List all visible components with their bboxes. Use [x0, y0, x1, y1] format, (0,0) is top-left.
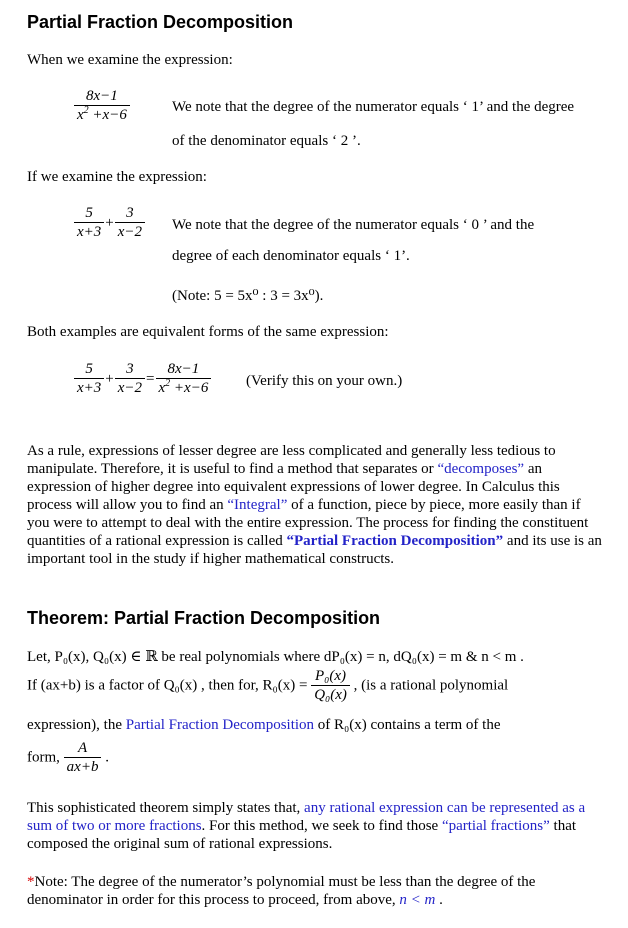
- theorem-line-3: expression), the Partial Fraction Decomposition of R₀(x) contains a term of the: [27, 717, 501, 733]
- expression-1: [74, 88, 130, 124]
- fraction-5-over-x-plus-3: $\frac{5}{x+3}$: [74, 361, 104, 397]
- fraction-p0-over-q0: $\frac{\text{P₀(x)}}{\text{Q₀(x)}}$: [311, 668, 350, 704]
- page-title: Partial Fraction Decomposition: [27, 12, 294, 32]
- fraction-5-over-x-plus-3: $\frac{5}{x+3}$: [74, 205, 104, 241]
- theorem-title: Theorem: Partial Fraction Decomposition: [27, 608, 381, 628]
- ex2-degree-text-2: degree of each denominator equals ‘ 1’.: [172, 248, 410, 264]
- fraction-3-over-x-minus-2: $\frac{3}{x-2}$: [115, 205, 145, 241]
- ex2-note: (Note: 5 = 5x⁰ : 3 = 3x⁰).: [172, 288, 324, 304]
- explanation-paragraph: As a rule, expressions of lesser degree are less complicated and generally less tedious to manipulate. Therefore, it is useful to find a method that separates or “decomposes” an expression of higher degree into equivalent expressions of lower degree. In Calculus this process will allow you to find an “Integral” of a function, piece by piece, more easily than if you were to attempt to deal with the entire expression. The process for finding the constituent quantities of a rational expression is called “Partial Fraction Decomposition” and its use is an important tool in the study if higher mathematical constructs.: [27, 443, 602, 567]
- theorem-line-2: If (ax+b) is a factor of Q₀(x) , then for, R₀(x) = $\frac{\text{P₀(x)}}{\text{Q₀(x)}}$ , (is a rational polynomial: [27, 668, 509, 703]
- pfd-link-term: Partial Fraction Decomposition: [125, 717, 315, 733]
- theorem-line-4: form, $\frac{A}{ax+b}$ .: [27, 740, 109, 775]
- ex1-degree-text-2: of the denominator equals ‘ 2 ’.: [172, 133, 361, 149]
- expression-2: $\frac{5}{x+3}$ + $\frac{3}{x-2}$: [74, 205, 145, 241]
- partial-fraction-decomposition-term: “Partial Fraction Decomposition”: [286, 533, 504, 549]
- fraction-8x-1-over-quadratic: $\frac{8x-1}{x^2 +x-6}$: [156, 361, 212, 397]
- intro-text-3: Both examples are equivalent forms of the same expression:: [27, 324, 389, 340]
- expression-3: $\frac{5}{x+3}$ + $\frac{3}{x-2}$ = $\frac{8x-1}{x^2 +x-6}$: [74, 361, 211, 397]
- fraction-8x-1-over-quadratic: $\frac{8x-1}{x^2 +x-6}$: [74, 88, 130, 124]
- note-asterisk: *: [27, 874, 35, 890]
- ex1-degree-text-1: We note that the degree of the numerator equals ‘ 1’ and the degree: [172, 99, 575, 115]
- rational-sum-statement: any rational expression can be represented as a sum of two or more fractions: [27, 800, 586, 834]
- fraction-3-over-x-minus-2: $\frac{3}{x-2}$: [115, 361, 145, 397]
- intro-text-2: If we examine the expression:: [27, 169, 207, 185]
- decomposes-term: “decomposes”: [437, 461, 525, 477]
- degree-note: *Note: The degree of the numerator’s polynomial must be less than the degree of the denominator in order for this process to proceed, from above, n < m .: [27, 874, 536, 908]
- theorem-line-1: Let, P₀(x), Q₀(x) ∈ ℝ be real polynomials where dP₀(x) = n, dQ₀(x) = m & n < m .: [27, 649, 524, 665]
- n-less-than-m: n < m: [399, 892, 436, 908]
- integral-term: “Integral”: [227, 497, 288, 513]
- theorem-explanation-paragraph: This sophisticated theorem simply states that, any rational expression can be represented as a sum of two or more fractions. For this method, we seek to find those “partial fractions” that composed the original sum of rational expressions.: [27, 800, 586, 852]
- verify-text: (Verify this on your own.): [246, 373, 403, 389]
- intro-text-1: When we examine the expression:: [27, 52, 233, 68]
- partial-fractions-term: “partial fractions”: [441, 818, 550, 834]
- fraction-a-over-ax-plus-b: $\frac{A}{ax+b}$: [64, 740, 102, 776]
- ex2-degree-text-1: We note that the degree of the numerator equals ‘ 0 ’ and the: [172, 217, 535, 233]
